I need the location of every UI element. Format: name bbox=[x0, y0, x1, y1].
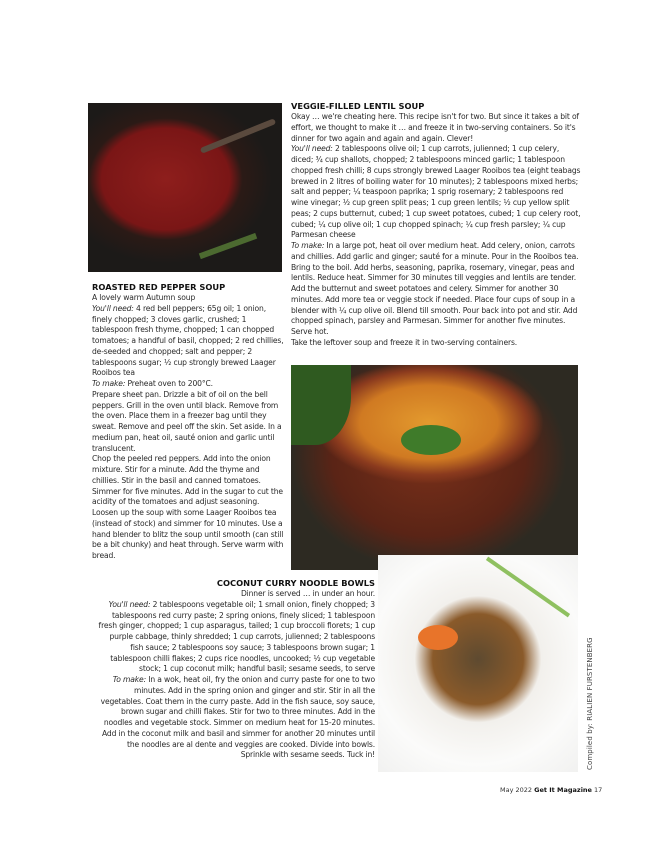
ingredients-text: 2 tablespoons olive oil; 1 cup carrots, julienned; 1 cup celery, diced; ¾ cup shallots, chopped; 2 tablespoons minced garlic; 1 tablespoon chopped fresh chilli; 8 cups strongly brewed Laager Rooibos tea (eight teabags brewed in 2 litres of boiling water for 10 minutes); 2 tablespoons mixed herbs; salt and pepper; ¼ teaspoon paprika; 1 sprig rosemary; 2 tablespoons red wine vinegar; ½ cup green split peas; 1 cup green lentils; ½ cup yellow split peas; 2 cups butternut, cubed; 1 cup sweet potatoes, cubed; 1 cup celery root, cubed; ¼ cup olive oil; 1 cup chopped spinach; ¼ cup fresh parsley; ¼ cup Parmesan cheese bbox=[291, 144, 581, 240]
method-step: Chop the peeled red peppers. Add into the onion mixture. Stir for a minute. Add the thyme and chillies. Stir in the basil and canned tomatoes. Simmer for five minutes. Add in the sugar to cut the acidity of the tomatoes and adjust seasoning. Loosen up the soup with some Laager Rooibos tea (instead of stock) and simmer for 10 minutes. Use a hand blender to blitz the soup until smooth (can still be a bit chunky) and heat through. Serve warm with bread. bbox=[92, 454, 284, 560]
recipe-intro: A lovely warm Autumn soup bbox=[92, 293, 196, 302]
ingredients bbox=[92, 304, 284, 379]
recipe-intro: Dinner is served … in under an hour. bbox=[240, 589, 375, 598]
method-label: To make: bbox=[112, 675, 146, 684]
ingredients bbox=[291, 144, 581, 241]
ingredients-label: You'll need: bbox=[92, 303, 134, 313]
recipe-title: VEGGIE-FILLED LENTIL SOUP bbox=[291, 101, 425, 111]
page-footer bbox=[500, 786, 602, 794]
lentil-soup-photo bbox=[291, 365, 578, 570]
ingredients bbox=[96, 600, 375, 675]
method-text: Preheat oven to 200°C. bbox=[125, 379, 213, 388]
spring-onion bbox=[486, 557, 570, 618]
roasted-red-pepper-soup-photo bbox=[88, 103, 282, 272]
page-number: 17 bbox=[594, 786, 603, 794]
spoon-handle bbox=[200, 118, 276, 154]
thyme-sprig bbox=[199, 233, 257, 259]
recipe-outro: Take the leftover soup and freeze it in two-serving containers. bbox=[291, 337, 518, 347]
method bbox=[291, 241, 581, 338]
parsley-garnish bbox=[401, 425, 461, 455]
method-text: In a large pot, heat oil over medium heat. Add celery, onion, carrots and chillies. Add garlic and ginger; sauté for a minute. Pour in the Rooibos tea. Bring to the boil. Add herbs, seasoning, paprika, rosemary, vinegar, peas and lentils. Reduce heat. Simmer for 30 minutes till veggies and lentils are tender. Add the butternut and sweet potatoes and celery. Simmer for another 30 minutes. Add more tea or veggie stock if needed. Place four cups of soup in a blender with ¼ cup olive oil. Blend till smooth. Pour back into pot and stir. Add chopped spinach, parsley and Parmesan. Simmer for another five minutes. Serve hot. bbox=[291, 241, 579, 336]
roasted-red-pepper-recipe bbox=[92, 282, 284, 562]
recipe-title: ROASTED RED PEPPER SOUP bbox=[92, 282, 226, 292]
method bbox=[92, 379, 284, 390]
method-step: Prepare sheet pan. Drizzle a bit of oil on the bell peppers. Grill in the oven until black. Remove from the oven. Place them in a freezer bag until they sweat. Remove and peel off the skin. Set aside. In a medium pan, heat oil, sauté onion and garlic until translucent. bbox=[92, 389, 282, 453]
ingredients-text: 4 red bell peppers; 65g oil; 1 onion, finely chopped; 3 cloves garlic, crushed; 1 tablespoon fresh thyme, chopped; 1 can chopped tomatoes; a handful of basil, chopped; 2 red chillies, de-seeded and chopped; salt and pepper; 2 tablespoons sugar; ½ cup strongly brewed Laager Rooibos tea bbox=[92, 303, 284, 378]
lentil-soup-recipe bbox=[291, 101, 581, 349]
magazine-name: Get It Magazine bbox=[534, 786, 592, 794]
method-label: To make: bbox=[92, 379, 126, 388]
method bbox=[96, 675, 375, 761]
carrot-garnish bbox=[418, 625, 458, 650]
method-text: In a wok, heat oil, fry the onion and curry paste for one to two minutes. Add in the spring onion and ginger and stir. Stir in all the vegetables. Coat them in the curry paste. Add in the fish sauce, soy sauce, brown sugar and chilli flakes. Stir for two to three minutes. Add in the noodles and vegetable stock. Simmer on medium heat for 15-20 minutes. Add in the coconut milk and basil and simmer for another 20 minutes until the noodles are al dente and veggies are cooked. Divide into bowls. Sprinkle with sesame seeds. Tuck in! bbox=[100, 675, 375, 760]
recipe-title: COCONUT CURRY NOODLE BOWLS bbox=[216, 578, 375, 588]
method-label: To make: bbox=[291, 241, 325, 250]
photo-credit: Compiled by: RIALIEN FURSTENBERG bbox=[586, 637, 594, 770]
recipe-intro: Okay … we're cheating here. This recipe isn't for two. But since it takes a bit of effort, we thought to make it … and freeze it in two-serving containers. So it's dinner for two again and again and again. Clever! bbox=[291, 112, 579, 143]
issue-date: May 2022 bbox=[500, 786, 533, 794]
ingredients-text: 2 tablespoons vegetable oil; 1 small onion, finely chopped; 3 tablespoons red curry paste; 2 spring onions, finely sliced; 1 tablespoon fresh ginger, chopped; 1 cup asparagus, tailed; 1 cup broccoli florets; 1 cup purple cabbage, thinly shredded; 1 cup carrots, julienned; 2 tablespoons fish sauce; 2 tablespoons soy sauce; 3 tablespoons brown sugar; 1 tablespoon chilli flakes; 2 cups rice noodles, uncooked; ½ cup vegetable stock; 1 cup coconut milk; handful basil; sesame seeds, to serve bbox=[98, 599, 375, 674]
coconut-curry-recipe bbox=[96, 578, 375, 761]
ingredients-label: You'll need: bbox=[108, 599, 151, 609]
herb-leaves bbox=[291, 365, 351, 445]
ingredients-label: You'll need: bbox=[291, 144, 333, 154]
coconut-curry-noodle-photo bbox=[378, 555, 578, 772]
